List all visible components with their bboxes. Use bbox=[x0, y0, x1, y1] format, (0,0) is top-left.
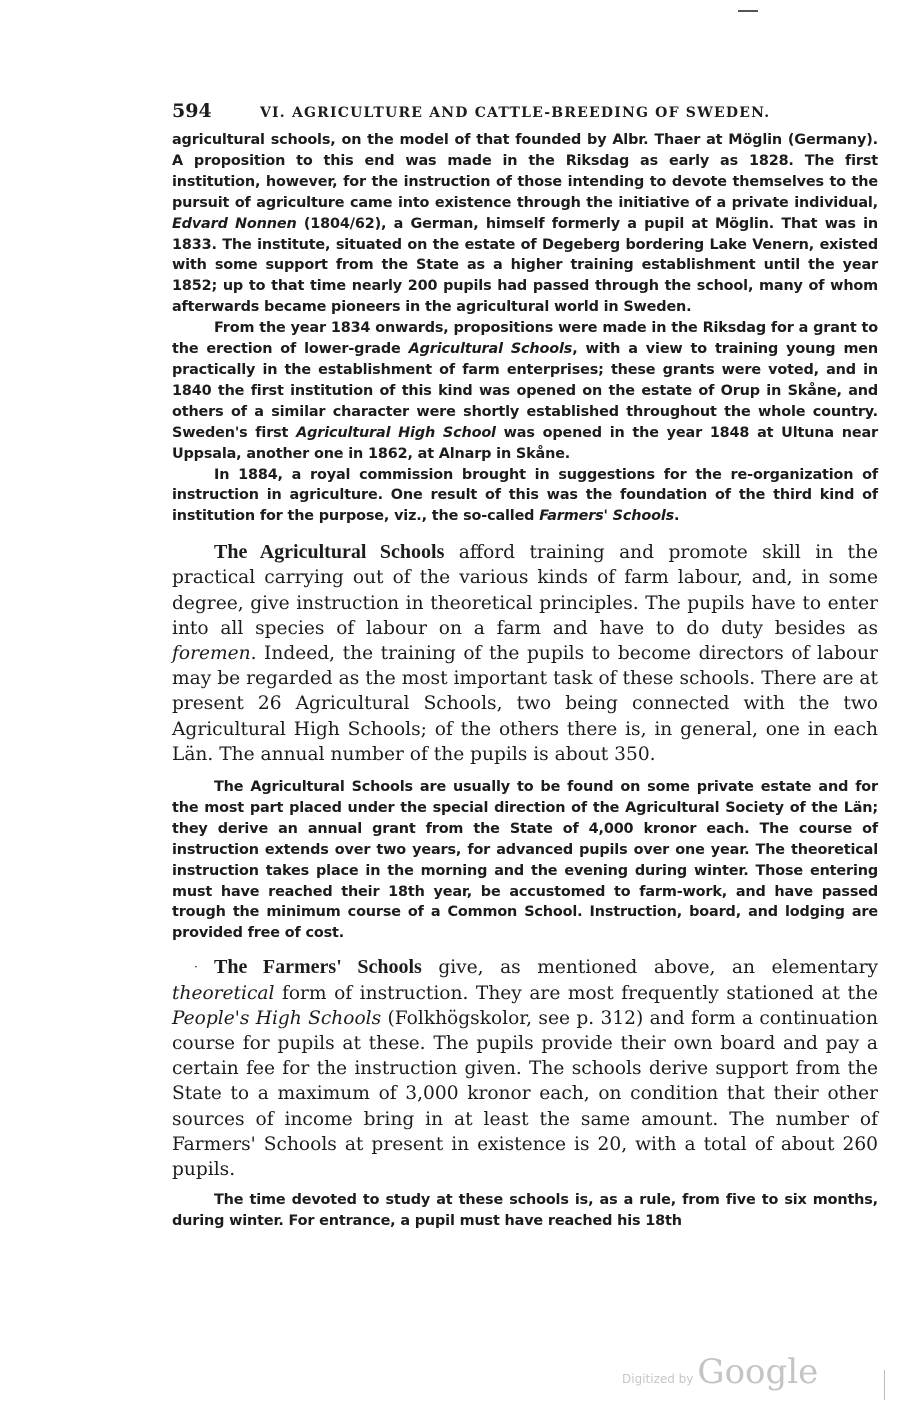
farmers-schools-note: The time devoted to study at these schools is, as a rule, from five to six months, during winter. For entrance, a pupil must have reached his 18th bbox=[172, 1192, 878, 1230]
person-name-italic: Edvard Nonnen bbox=[172, 215, 297, 232]
intro-paragraph-2: From the year 1834 onwards, propositions were made in the Riksdag for a grant to the erection of lower-grade Agricultural Schools, with a view to training young men practically in the establishment of farm enterprises; these grants were voted, and in 1840 the first institution of this kind was opened on the estate of Orup in Skåne, and others of a similar character were shortly established throughout the whole country. Sweden's first Agricultural High School was opened in the year 1848 at Ultuna near Uppsala, another one in 1862, at Alnarp in Skåne. bbox=[172, 320, 878, 462]
foremen-italic: foremen bbox=[172, 643, 251, 665]
agricultural-schools-section: The Agricultural Schools afford training and promote skill in the practical carrying out of the various kinds of farm labour, and, in some degree, give instruction in theoretical principles. The pupils have to enter into all species of labour on a farm and have to do duty besides as foremen. Indeed, the training of the pupils to become directors of labour may be regarded as the most important task of these schools. There are at present 26 Agricultural Schools, two being connected with the two Agricultural High Schools; of the others there is, in general, one in each Län. The annual number of the pupils is about 350. bbox=[172, 541, 878, 765]
digitized-by-label: Digitized by bbox=[622, 1372, 694, 1386]
page-number: 594 bbox=[172, 100, 212, 122]
farmers-schools-heading: The Farmers' Schools bbox=[214, 956, 422, 979]
high-school-italic: Agricultural High School bbox=[296, 424, 496, 441]
running-header bbox=[172, 100, 878, 130]
agricultural-schools-note: The Agricultural Schools are usually to be found on some private estate and for the most part placed under the special direction of the Agricultural Society of the Län; they derive an annual grant from the State of 4,000 kronor each. The course of instruction extends over two years, for advanced pupils over one year. The theoretical instruction takes place in the morning and the evening during winter. Those entering must have reached their 18th year, be accustomed to farm-work, and have passed trough the minimum course of a Common School. Instruction, board, and lodging are provided free of cost. bbox=[172, 779, 878, 942]
intro-paragraph-1: agricultural schools, on the model of that founded by Albr. Thaer at Möglin (Germany). A proposition to this end was made in the Riksdag as early as 1828. The first institution, however, for the instruction of those intending to devote themselves to the pursuit of agriculture came into existence through the initiative of a private individual, Edvard Nonnen (1804/62), a German, himself formerly a pupil at Möglin. That was in 1833. The institute, situated on the estate of Degeberg bordering Lake Venern, existed with some support from the State as a higher training establishment until the year 1852; up to that time nearly 200 pupils had passed through the school, many of whom afterwards became pioneers in the agricultural world in Sweden. bbox=[172, 132, 879, 316]
theoretical-italic: theoretical bbox=[172, 982, 275, 1004]
agricultural-schools-italic: Agricultural Schools bbox=[408, 341, 573, 358]
top-margin-mark bbox=[738, 10, 758, 12]
google-logo: Google bbox=[697, 1352, 819, 1392]
margin-dot: · bbox=[194, 960, 198, 975]
running-title: VI. AGRICULTURE AND CATTLE-BREEDING OF SWEDEN. bbox=[260, 105, 771, 121]
book-page bbox=[172, 100, 878, 1232]
right-margin-mark bbox=[884, 1370, 885, 1400]
farmers-schools-section: · The Farmers' Schools give, as mentioned above, an elementary theoretical form of instruction. They are most frequently stationed at the People's High Schools (Folkhögskolor, see p. 312) and form a continuation course for pupils at these. The pupils provide their own board and pay a certain fee for the instruction given. The schools derive support from the State to a maximum of 3,000 kronor each, on condition that their other sources of income bring in at least the same amount. The number of Farmers' Schools at present in existence is 20, with a total of about 260 pupils. bbox=[172, 955, 878, 1182]
peoples-high-schools-italic: People's High Schools bbox=[172, 1007, 382, 1029]
agricultural-schools-heading: The Agricultural Schools bbox=[214, 541, 445, 564]
digitized-watermark bbox=[622, 1352, 818, 1392]
farmers-schools-italic: Farmers' Schools bbox=[539, 508, 675, 525]
intro-paragraph-3: In 1884, a royal commission brought in suggestions for the re-organization of instruction in agriculture. One result of this was the foundation of the third kind of institution for the purpose, viz., the so-called Farmers' Schools. bbox=[172, 466, 878, 525]
